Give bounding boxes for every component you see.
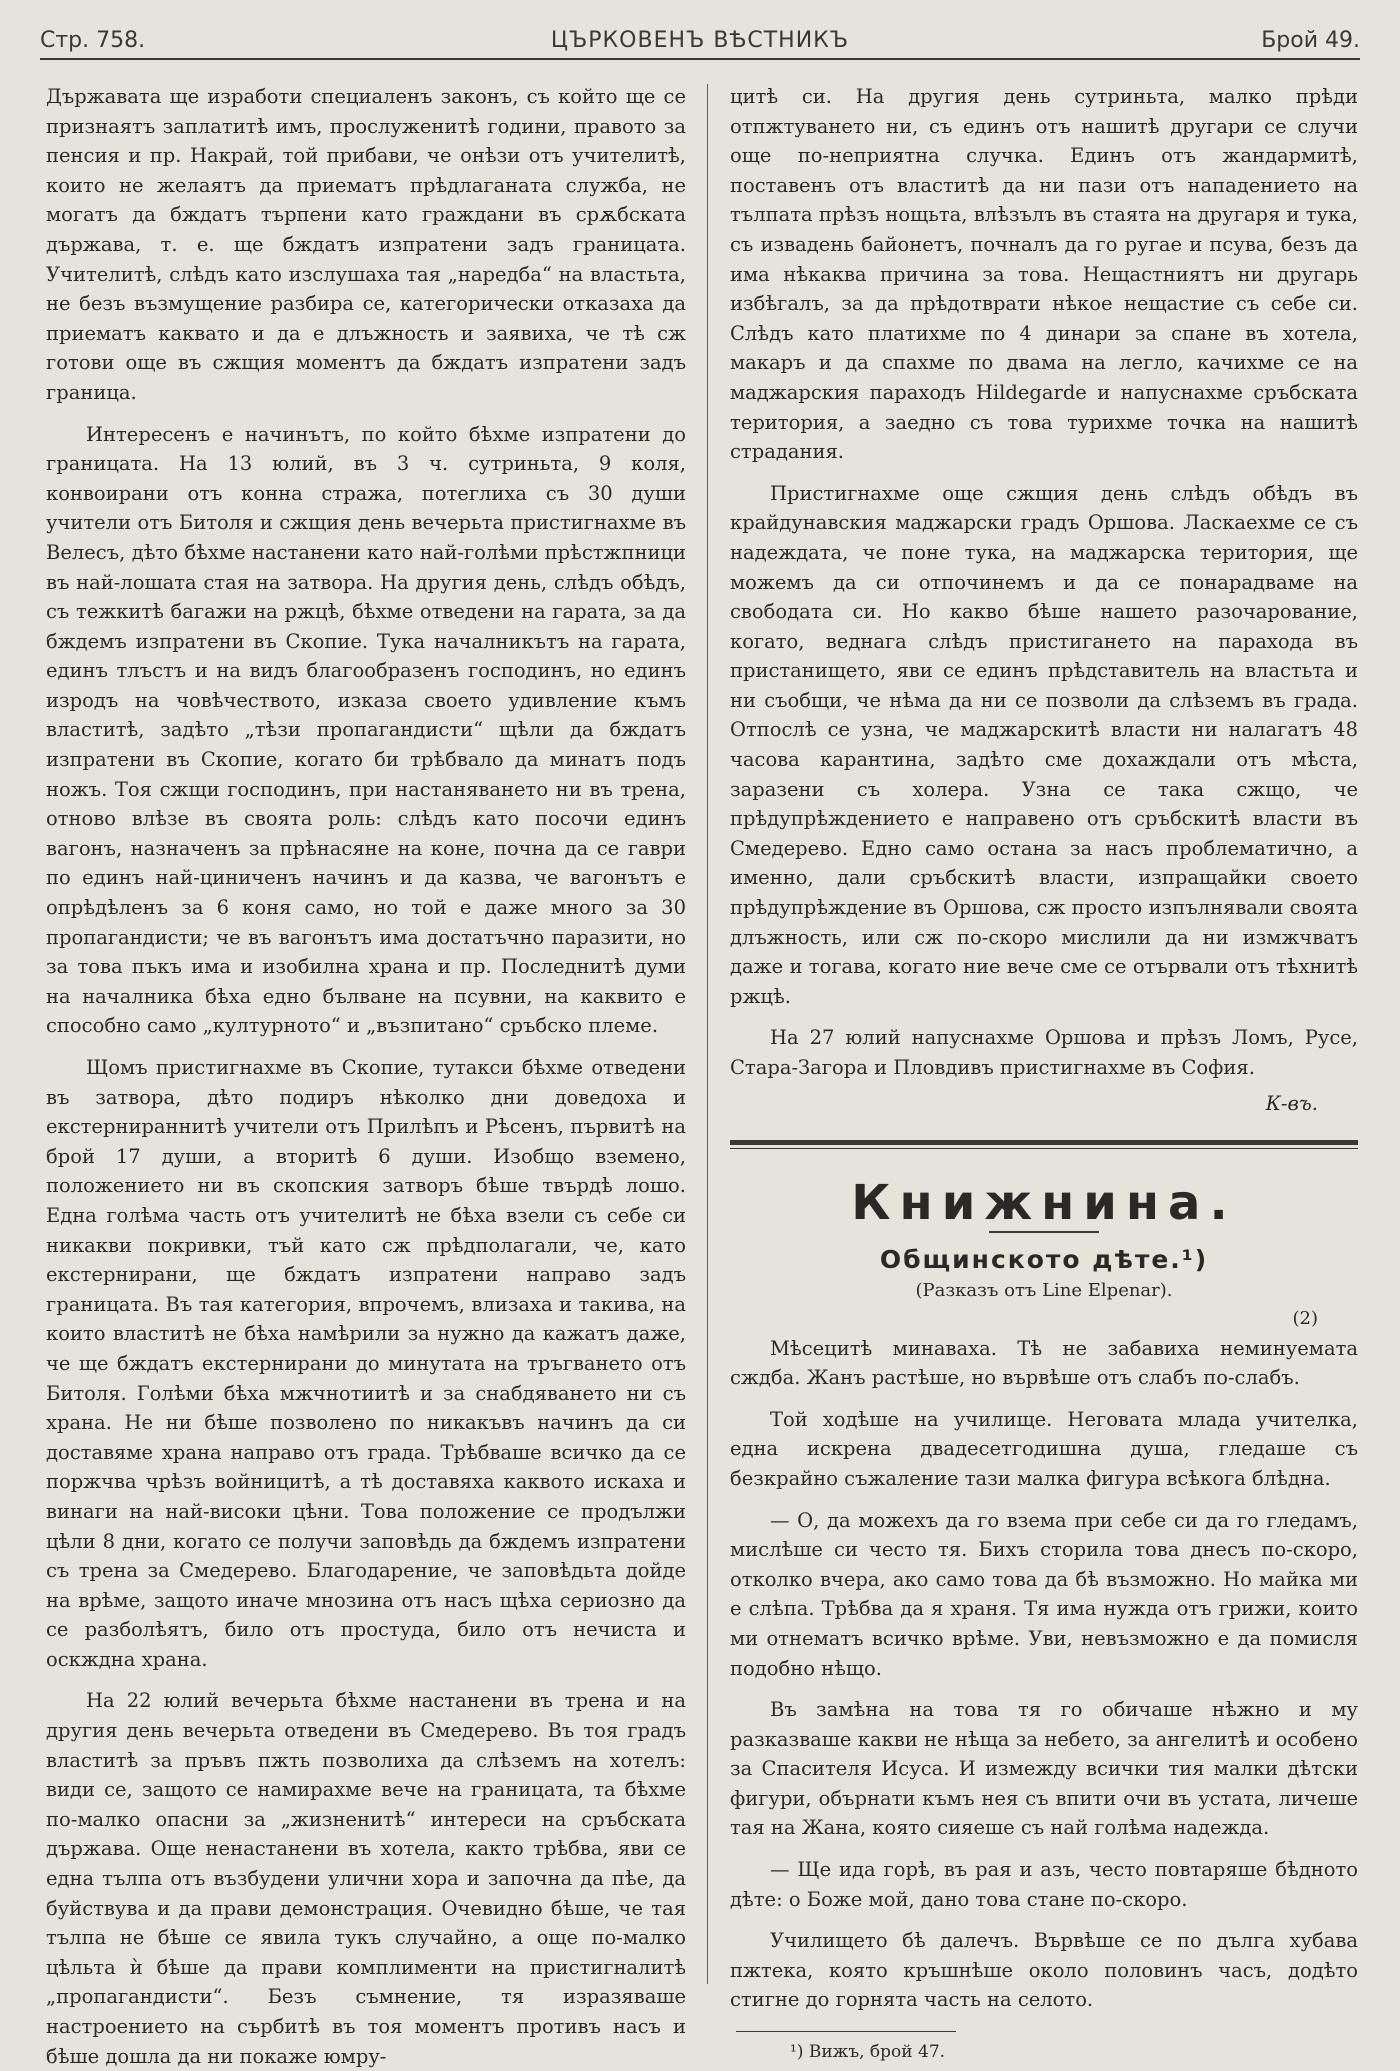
footnote-rule bbox=[736, 2031, 956, 2032]
story-paragraph: Училището бѣ далечъ. Вървѣше се по дълга хубава пжтека, която кръшнѣше около половинъ часъ, додѣто стигне до горнята часть на селото. bbox=[730, 1929, 1358, 2012]
section-rule-thin bbox=[730, 1148, 1358, 1149]
page-number: Стр. 758. bbox=[40, 28, 146, 53]
story-paragraph: — О, да можехъ да го взема при себе си да го гледамъ, мислѣше си често тя. Бихъ сторила това днесъ по-скоро, отколко вчера, ако само това да бѣ възможно. Но майка ми е слѣпа. Трѣбва да я храня. Тя има нужда отъ грижи, които ми отнематъ всичко врѣме. Уви, невъзможно е да помисля подобно нѣщо. bbox=[730, 1508, 1358, 1680]
part-number: (2) bbox=[1292, 1307, 1318, 1329]
page-header bbox=[40, 22, 1360, 62]
newspaper-title: ЦЪРКОВЕНЪ ВѢСТНИКЪ bbox=[550, 28, 850, 53]
section-rule bbox=[730, 1140, 1358, 1145]
article-paragraph: Държавата ще изработи специаленъ законъ, съ който ще се признаятъ заплатитѣ имъ, прослуженитѣ години, правото за пенсия и пр. Накрай, той прибави, че онѣзи отъ учителитѣ, които не желаятъ да приематъ прѣдлаганата служба, не могатъ да бждатъ търпени като граждани въ срѫбската държава, т. е. ще бждатъ изпратени задъ границата. Учителитѣ, слѣдъ като изслушаха тая „наредба“ на властьта, не безъ възмущение разбира се, категорически отказаха да приематъ каквато и да е длъжность и заявиха, че тѣ сж готови още въ сжщия моментъ да бждатъ изпратени задъ граница. bbox=[46, 85, 686, 404]
right-column bbox=[730, 82, 1358, 2068]
story-paragraph: Въ замѣна на това тя го обичаше нѣжно и му разказваше какви не нѣща за небето, за ангелитѣ и особено за Спасителя Исуса. И измежду всички тия малки дѣтски фигури, обърнати къмъ нея съ впити очи въ устата, личеше тая на Жана, която сияеше съ най голѣма надежда. bbox=[730, 1698, 1358, 1840]
section-title: Книжнина. bbox=[851, 1175, 1237, 1232]
article-paragraph: Пристигнахме още сжщия день слѣдъ обѣдъ въ крайдунавския маджарски градъ Оршова. Ласкаехме се съ надеждата, че поне тука, на маджарска територия, ще можемъ да си отпочинемъ и да се понарадваме на свободата си. Но какво бѣше нашето разочарование, когато, веднага слѣдъ пристигането на парахода въ пристанището, яви се единъ прѣдставитель на властьта и ни съобщи, че нѣма да ни се позволи да слѣземъ въ града. Отпослѣ се узна, че маджарскитѣ власти ни налагатъ 48 часова карантина, задѣто сме дохаждали отъ мѣста, заразени съ холера. Узна се така сжщо, че прѣдупрѣждението е направено отъ сръбскитѣ власти въ Смедерево. Едно само остана за насъ проблематично, а именно, дали сръбскитѣ власти, изпращайки своето прѣдупрѣждение въ Оршова, сж просто изпълнявали своята длъжность, или сж по-скоро мислили да ни измжчватъ даже и тогава, когато ние вече сме се отървали отъ тѣхнитѣ ржцѣ. bbox=[730, 481, 1358, 1008]
author-signature: К-въ. bbox=[1265, 1091, 1318, 1115]
issue-number: Брой 49. bbox=[1261, 28, 1360, 53]
story-paragraph: Той ходѣше на училище. Неговата млада учителка, една искрена двадесетгодишна душа, гледаше съ безкрайно съжаление тази малка фигура всѣкога блѣдна. bbox=[730, 1407, 1358, 1490]
article-paragraph: Интересенъ е начинътъ, по който бѣхме изпратени до границата. На 13 юлий, въ 3 ч. сутриньта, 9 коля, конвоирани отъ конна стража, потеглиха съ 30 души учители отъ Битоля и сжщия день вечерьта пристигнахме въ Велесъ, дѣто бѣхме настанени като най-голѣми прѣстжпници въ най-лошата стая на затвора. На другия день, слѣдъ обѣдъ, съ тежкитѣ багажи на ржцѣ, бѣхме отведени на гарата, за да бждемъ изпратени въ Скопие. Тука началникътъ на гарата, единъ тлъстъ и на видъ благообразенъ господинъ, но единъ изродъ на човѣчеството, изказа своето удивление къмъ властитѣ, задѣто „тѣзи пропагандисти“ щѣли да бждатъ изпратени въ Скопие, когато би трѣбвало да минатъ подъ ножъ. Тоя сжщи господинъ, при настаняването ни въ трена, отново влѣзе въ своята роль: слѣдъ като посочи единъ вагонъ, назначенъ за прѣнасяне на коне, почна да се гаври по единъ най-циниченъ начинъ и да казва, че вагонътъ е опрѣдѣленъ за 6 коня само, но той е даже много за 30 пропагандисти; че въ вагонътъ има достатъчно паразити, но за това пъкъ има и изобилна храна и пр. Последнитѣ думи на началника бѣха едно бълване на псувни, на каквито е способно само „културното“ и „възпитано“ сръбско племе. bbox=[46, 422, 686, 1038]
article-paragraph: цитѣ си. На другия день сутриньта, малко прѣди отпжтуването ни, съ единъ отъ нашитѣ другари се случи още по-неприятна случка. Единъ отъ жандармитѣ, поставенъ отъ властитѣ да ни пази отъ нападението на тълпата прѣзъ нощьта, влѣзълъ въ стаята на другаря и тука, съ извадень байонетъ, почналъ да го ругае и псува, безъ да има нѣкаква причина за това. Нещастниятъ ни другарь избѣгалъ, за да прѣдотврати нѣкое нещастие съ себе си. Слѣдъ като платихме по 4 динари за спане въ хотела, макаръ и да спахме по двама на легло, качихме се на маджарския параходъ Hildegarde и напуснахме сръбската територия, а заедно съ това турихме точка на нашитѣ страдания. bbox=[730, 85, 1358, 464]
story-title: Общинското дѣте.¹) bbox=[879, 1244, 1209, 1274]
story-subtitle: (Разказъ отъ Line Elpenar). bbox=[915, 1280, 1173, 1302]
header-rule bbox=[40, 58, 1360, 60]
column-divider bbox=[707, 84, 708, 1984]
article-paragraph: На 27 юлий напуснахме Оршова и прѣзъ Ломъ, Русе, Стара-Загора и Пловдивъ пристигнахме въ София. bbox=[730, 1026, 1358, 1079]
footnote: ¹) Вижъ, брой 47. bbox=[790, 2042, 946, 2063]
article-paragraph: На 22 юлий вечерьта бѣхме настанени въ трена и на другия день вечерьта отведени въ Смедерево. Въ тоя градъ властитѣ за пръвъ пжть позволиха да слѣземъ на хотелъ: види се, защото се намирахме вече на границата, та бѣхме по-малко опасни за „жизненитѣ“ интереси на сръбската държава. Още ненастанени въ хотела, както трѣбва, яви се една тълпа отъ възбудени улични хора и започна да пѣе, да буйствува и да прави демонстрация. Очевидно бѣше, че тая тълпа не бѣше се явила тукъ случайно, а още по-малко цѣльта ѝ бѣше да прави комплименти на пристигналитѣ „пропагандисти“. Безъ съмнение, тя изразяваше настроението на сърбитѣ въ тоя моментъ противъ насъ и бѣше дошла да ни покаже юмру- bbox=[46, 1689, 686, 2068]
story-paragraph: — Ще ида горѣ, въ рая и азъ, често повтаряше бѣдното дѣте: о Боже мой, дано това стане по-скоро. bbox=[730, 1858, 1358, 1911]
article-paragraph: Щомъ пристигнахме въ Скопие, тутакси бѣхме отведени въ затвора, дѣто подиръ нѣколко дни доведоха и екстернираннитѣ учители отъ Прилѣпъ и Рѣсенъ, първитѣ на брой 17 души, а вторитѣ 6 души. Изобщо вземено, положението ни въ скопския затворъ бѣше твърдѣ лошо. Една голѣма часть отъ учителитѣ не бѣха взели съ себе си никакви покривки, тъй като сж прѣдполагали, че, като екстернирани, ще бждатъ изпратени направо задъ границата. Въ тая категория, впрочемъ, влизаха и такива, на които властитѣ не бѣха намѣрили за нужно да кажатъ даже, че ще бждатъ екстернирани до минутата на тръгването отъ Битоля. Голѣми бѣха мжчнотиитѣ и за снабдяването ни съ храна. Не ни бѣше позволено по никакъвъ начинъ да си доставяме храна направо отъ града. Трѣбваше всичко да се поржчва чрѣзъ войницитѣ, а тѣ доставяха каквото искаха и винаги на най-високи цѣни. Това положение се продължи цѣли 8 дни, когато се получи заповѣдь да бждемъ изпратени съ трена за Смедерево. Благодарение, че заповѣдьта дойде на врѣме, защото иначе мнозина отъ насъ щѣха сериозно да се разболѣятъ, било отъ простуда, било отъ нечиста и оскждна храна. bbox=[46, 1056, 686, 1671]
story-paragraph: Мѣсецитѣ минаваха. Тѣ не забавиха неминуемата сждба. Жанъ растѣше, но вървѣше отъ слабъ по-слабъ. bbox=[730, 1336, 1358, 1390]
left-column bbox=[46, 82, 686, 2071]
title-ornament-rule bbox=[989, 1231, 1099, 1233]
